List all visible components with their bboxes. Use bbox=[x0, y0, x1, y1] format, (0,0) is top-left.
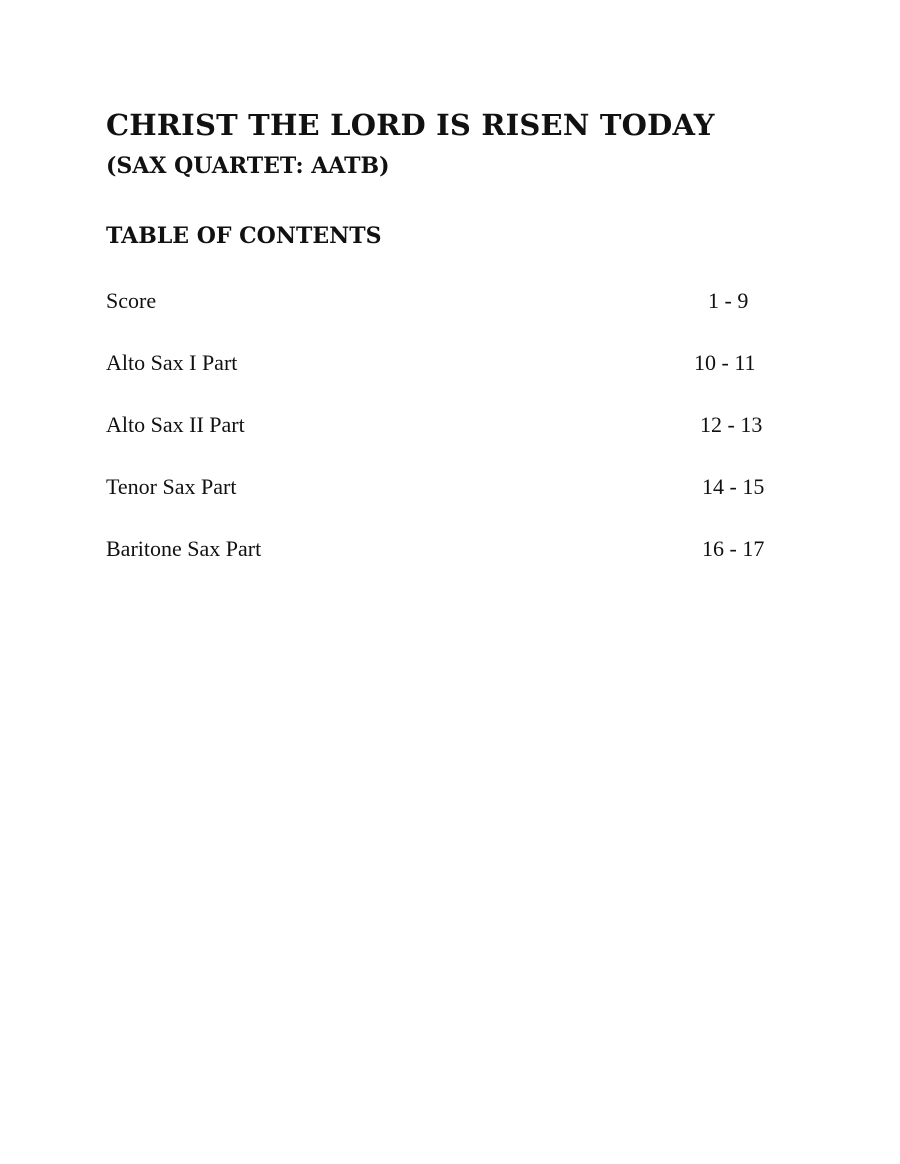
toc-entry-score bbox=[106, 280, 806, 342]
toc-entry-pages: 10 - 11 bbox=[694, 350, 756, 375]
toc-list bbox=[106, 280, 806, 590]
toc-entry-tenor-sax bbox=[106, 466, 806, 528]
document-subtitle: (SAX QUARTET: AATB) bbox=[106, 153, 390, 179]
toc-entry-alto-sax-1 bbox=[106, 342, 806, 404]
toc-entry-pages: 14 - 15 bbox=[702, 474, 765, 499]
toc-entry-pages: 12 - 13 bbox=[700, 412, 763, 437]
toc-entry-pages: 1 - 9 bbox=[708, 288, 749, 313]
toc-entry-baritone-sax bbox=[106, 528, 806, 590]
toc-entry-label: Alto Sax I Part bbox=[106, 350, 238, 375]
toc-entry-pages: 16 - 17 bbox=[702, 536, 765, 561]
toc-entry-label: Score bbox=[106, 288, 157, 313]
toc-entry-label: Alto Sax II Part bbox=[106, 412, 245, 437]
toc-heading: TABLE OF CONTENTS bbox=[106, 223, 382, 249]
toc-entry-alto-sax-2 bbox=[106, 404, 806, 466]
document-title: CHRIST THE LORD IS RISEN TODAY bbox=[106, 108, 715, 142]
toc-entry-label: Tenor Sax Part bbox=[106, 474, 237, 499]
toc-entry-label: Baritone Sax Part bbox=[106, 536, 262, 561]
